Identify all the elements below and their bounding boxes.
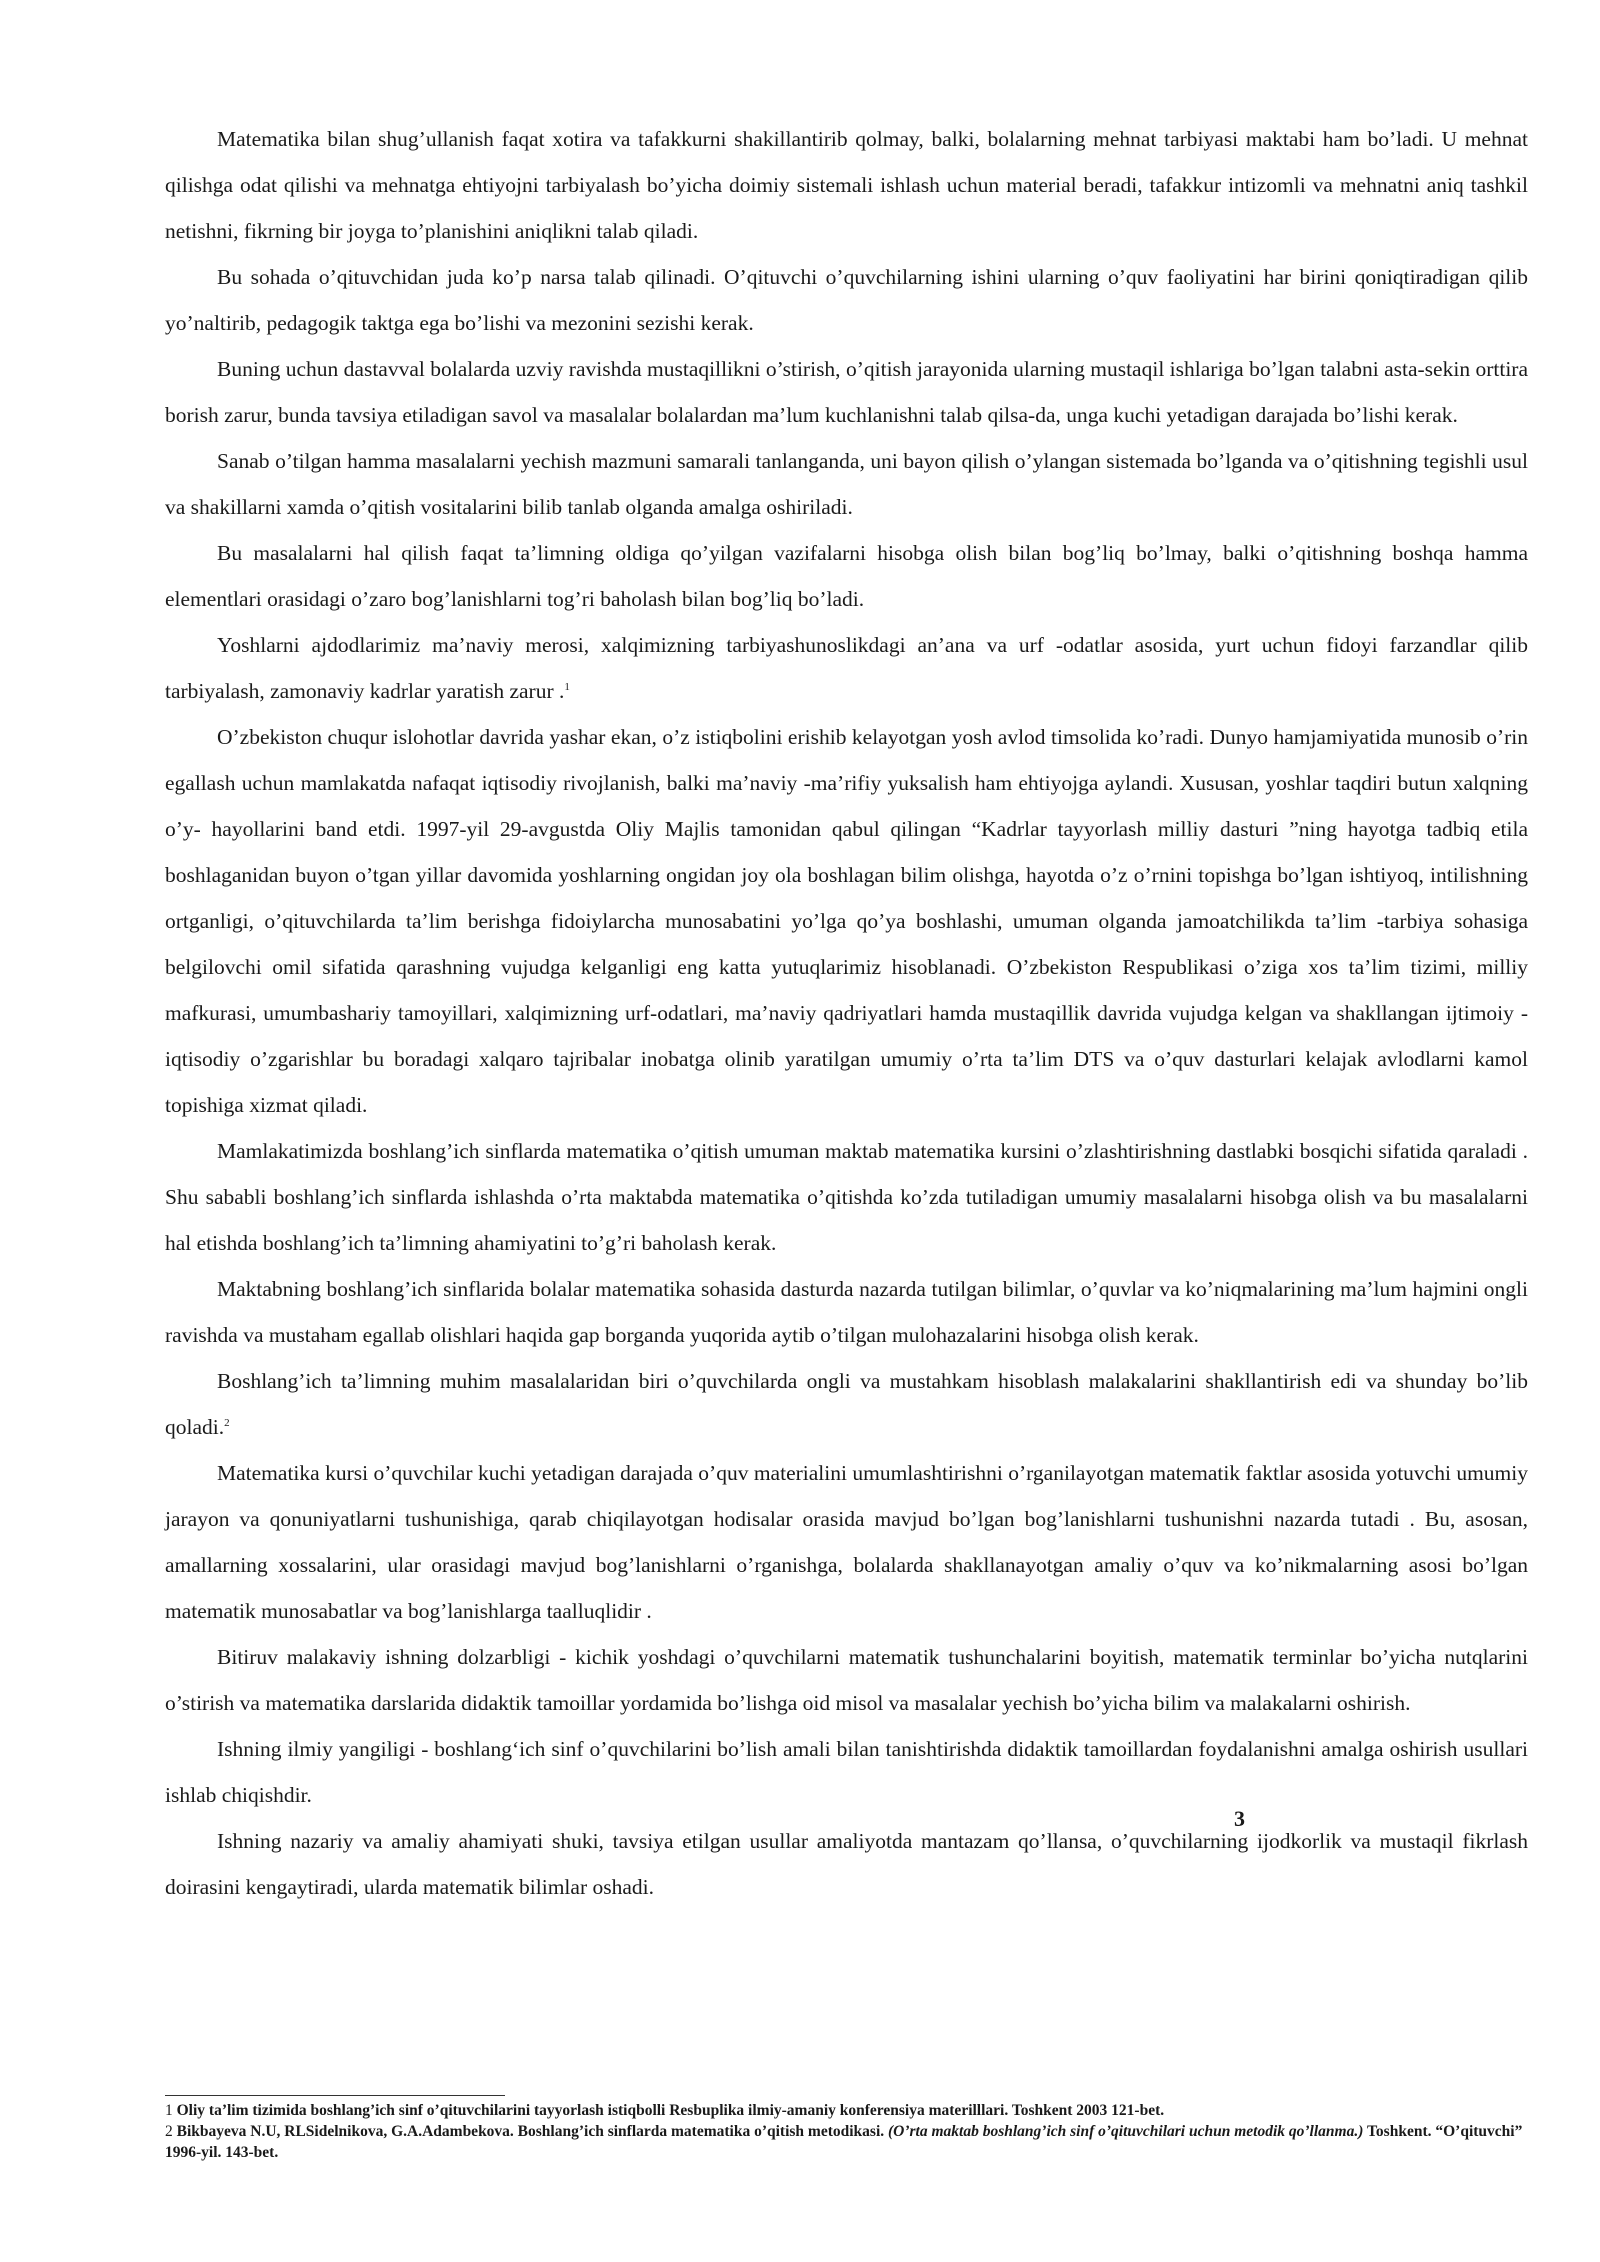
footnote-text: Bikbayeva N.U, RLSidelnikova, G.A.Adambekova. Boshlang’ich sinflarda matematika o’qitish metodikasi. (176, 2123, 885, 2140)
paragraph: Bu masalalarni hal qilish faqat ta’limning oldiga qo’yilgan vazifalarni hisobga olish bilan bog’liq bo’lmay, balki o’qitishning boshqa hamma elementlari orasidagi o’zaro bog’lanishlarni tog’ri baholash bilan bog’liq bo’ladi. (165, 541, 1528, 611)
paragraph: Bu sohada o’qituvchidan juda ko’p narsa talab qilinadi. O’qituvchi o’quvchilarning ishini ularning o’quv faoliyatini har birini qoniqtiradigan qilib yo’naltirib, pedagogik taktga ega bo’lishi va mezonini sezishi kerak. (165, 265, 1528, 335)
paragraph-text: Boshlang’ich ta’limning muhim masalalaridan biri o’quvchilarda ongli va mustahkam hisoblash malakalarini shakllantirish edi va shunday bo’lib qoladi. (165, 1369, 1528, 1439)
paragraph-text: Yoshlarni ajdodlarimiz ma’naviy merosi, xalqimizning tarbiyashunoslikdagi an’ana va urf -odatlar asosida, yurt uchun fidoyi farzandlar qilib tarbiyalash, zamonaviy kadrlar yaratish zarur . (165, 633, 1528, 703)
document-body (165, 116, 1528, 1910)
paragraph: Maktabning boshlang’ich sinflarida bolalar matematika sohasida dasturda nazarda tutilgan bilimlar, o’quvlar va ko’niqmalarining ma’lum hajmini ongli ravishda va mustaham egallab olishlari haqida gap borganda yuqorida aytib o’tilgan mulohazalarini hisobga olish kerak. (165, 1277, 1528, 1347)
footnote-ref-1[interactable]: 1 (564, 680, 570, 693)
paragraph: Bitiruv malakaviy ishning dolzarbligi - kichik yoshdagi o’quvchilarni matematik tushunchalarini boyitish, matematik terminlar bo’yicha nutqlarini o’stirish va matematika darslarida didaktik tamoillar yordamida bo’lishga oid misol va masalalar yechish bo’yicha bilim va malakalarni oshirish. (165, 1645, 1528, 1715)
footnote-number: 1 (165, 2102, 173, 2119)
footnote-italic-text: (O’rta maktab boshlang’ich sinf o’qituvchilari uchun metodik qo’llanma.) (888, 2123, 1364, 2140)
paragraph: Sanab o’tilgan hamma masalalarni yechish mazmuni samarali tanlanganda, uni bayon qilish o’ylangan sistemada bo’lganda va o’qitishning tegishli usul va shakillarni xamda o’qitish vositalarini bilib tanlab olganda amalga oshiriladi. (165, 449, 1528, 519)
paragraph-with-footnote (165, 622, 1528, 714)
footnote-text-end: Toshkent. “O’qituvchi” 1996-yil. 143-bet. (165, 2123, 1523, 2161)
paragraph: Matematika bilan shug’ullanish faqat xotira va tafakkurni shakillantirib qolmay, balki, bolalarning mehnat tarbiyasi maktabi ham bo’ladi. U mehnat qilishga odat qilishi va mehnatga ehtiyojni tarbiyalash bo’yicha doimiy sistemali ishlash uchun material beradi, tafakkur intizomli va mehnatni aniq tashkil netishni, fikrning bir joyga to’planishini aniqlikni talab qiladi. (165, 127, 1528, 243)
paragraph: Ishning ilmiy yangiligi - boshlang‘ich sinf o’quvchilarini bo’lish amali bilan tanishtirishda didaktik tamoillardan foydalanishni amalga oshirish usullari ishlab chiqishdir. (165, 1737, 1528, 1807)
footnote-1 (165, 2100, 1528, 2121)
paragraph: Buning uchun dastavval bolalarda uzviy ravishda mustaqillikni o’stirish, o’qitish jarayonida ularning mustaqil ishlariga bo’lgan talabni asta-sekin orttira borish zarur, bunda tavsiya etiladigan savol va masalalar bolalardan ma’lum kuchlanishni talab qilsa-da, unga kuchi yetadigan darajada bo’lishi kerak. (165, 357, 1528, 427)
paragraph-with-footnote (165, 1358, 1528, 1450)
page-number: 3 (1234, 1806, 1245, 1831)
paragraph: Ishning nazariy va amaliy ahamiyati shuki, tavsiya etilgan usullar amaliyotda mantazam qo’llansa, o’quvchilarning ijodkorlik va mustaqil fikrlash doirasini kengaytiradi, ularda matematik bilimlar oshadi. (165, 1829, 1528, 1899)
paragraph: O’zbekiston chuqur islohotlar davrida yashar ekan, o’z istiqbolini erishib kelayotgan yosh avlod timsolida ko’radi. Dunyo hamjamiyatida munosib o’rin egallash uchun mamlakatda nafaqat iqtisodiy rivojlanish, balki ma’naviy -ma’rifiy yuksalish ham ehtiyojga aylandi. Xususan, yoshlar taqdiri butun xalqning o’y- hayollarini band etdi. 1997-yil 29-avgustda Oliy Majlis tamonidan qabul qilingan “Kadrlar tayyorlash milliy dasturi ”ning hayotga tadbiq etila boshlaganidan buyon o’tgan yillar davomida yoshlarning ongidan joy ola boshlagan bilim olishga, hayotda o’z o’rnini topishga bo’lgan ishtiyoq, intilishning ortganligi, o’qituvchilarda ta’lim berishga fidoiylarcha munosabatini yo’lga qo’ya boshlashi, umuman olganda jamoatchilikda ta’lim -tarbiya sohasiga belgilovchi omil sifatida qarashning vujudga kelganligi eng katta yutuqlarimiz hisoblanadi. O’zbekiston Respublikasi o’ziga xos ta’lim tizimi, milliy mafkurasi, umumbashariy tamoyillari, xalqimizning urf-odatlari, ma’naviy qadriyatlari hamda mustaqillik davrida vujudga kelgan va shakllangan ijtimoiy -iqtisodiy o’zgarishlar bu boradagi xalqaro tajribalar inobatga olinib yaratilgan umumiy o’rta ta’lim DTS va o’quv dasturlari kelajak avlodlarni kamol topishiga xizmat qiladi. (165, 725, 1528, 1117)
footnote-ref-2[interactable]: 2 (224, 1416, 230, 1429)
footnote-number: 2 (165, 2123, 173, 2140)
paragraph: Matematika kursi o’quvchilar kuchi yetadigan darajada o’quv materialini umumlashtirishni o’rganilayotgan matematik faktlar asosida yotuvchi umumiy jarayon va qonuniyatlarni tushunishiga, qarab chiqilayotgan hodisalar orasida mavjud bo’lgan bog’lanishlarni tushunishni nazarda tutadi . Bu, asosan, amallarning xossalarini, ular orasidagi mavjud bog’lanishlarni o’rganishga, bolalarda shakllanayotgan amaliy o’quv va ko’nikmalarning asosi bo’lgan matematik munosabatlar va bog’lanishlarga taalluqlidir . (165, 1461, 1528, 1623)
footnote-text: Oliy ta’lim tizimida boshlang’ich sinf o’qituvchilarini tayyorlash istiqbolli Resbuplika ilmiy-amaniy konferensiya materilllari. Toshkent 2003 121-bet. (176, 2102, 1165, 2119)
footnotes (165, 2100, 1528, 2163)
footnote-divider (165, 2095, 505, 2096)
footnote-2 (165, 2121, 1528, 2163)
paragraph: Mamlakatimizda boshlang’ich sinflarda matematika o’qitish umuman maktab matematika kursini o’zlashtirishning dastlabki bosqichi sifatida qaraladi . Shu sababli boshlang’ich sinflarda ishlashda o’rta maktabda matematika o’qitishda ko’zda tutiladigan umumiy masalalarni hisobga olish va bu masalalarni hal etishda boshlang’ich ta’limning ahamiyatini to’g’ri baholash kerak. (165, 1139, 1528, 1255)
